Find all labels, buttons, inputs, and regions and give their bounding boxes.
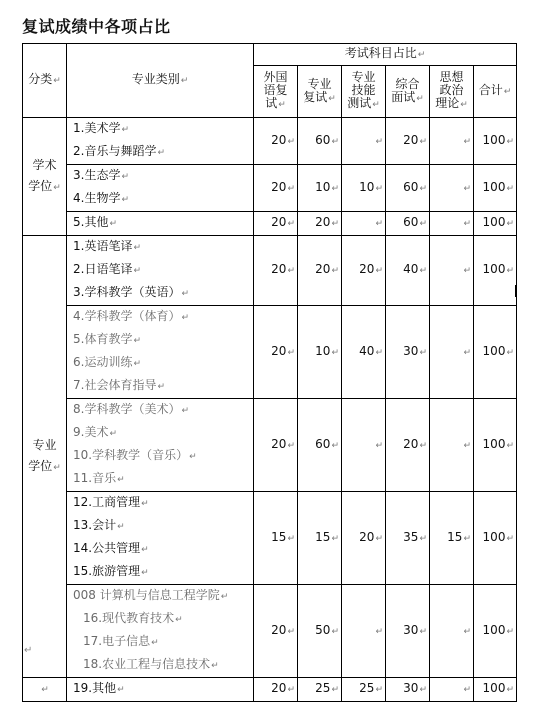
value-text: 10 [315, 343, 331, 358]
value-text: 40 [403, 262, 419, 276]
value-cell [298, 118, 342, 165]
major-list-cell [67, 678, 254, 702]
value-cell [386, 399, 430, 492]
header-subject-line: 复试↵ [303, 89, 336, 104]
paragraph-mark: ↵ [463, 183, 471, 194]
header-subject-line: 测试↵ [347, 96, 380, 110]
paragraph-mark: ↵ [133, 266, 141, 276]
major-item: 15.旅游管理↵ [73, 564, 149, 578]
value-text: 20 [271, 622, 287, 637]
paragraph-mark: ↵ [331, 626, 339, 637]
value-text: 20 [271, 132, 287, 147]
value-cell [474, 585, 517, 678]
paragraph-mark: ↵ [331, 533, 339, 544]
category-name-line: 学位↵ [28, 178, 61, 193]
value-cell [342, 399, 386, 492]
value-text: 60 [315, 132, 331, 147]
value-cell [430, 399, 474, 492]
paragraph-mark: ↵ [133, 243, 141, 253]
paragraph-mark: ↵ [375, 347, 383, 358]
paragraph-mark: ↵ [181, 313, 189, 323]
major-item: 11.音乐↵ [73, 471, 125, 485]
value-cell [430, 678, 474, 702]
major-item: 5.其他↵ [73, 215, 117, 229]
value-text: 20 [271, 436, 287, 451]
paragraph-mark: ↵ [331, 347, 339, 358]
header-subject-0 [254, 66, 298, 118]
paragraph-mark: ↵ [463, 685, 471, 695]
major-item: 008 计算机与信息工程学院↵ [73, 588, 229, 602]
major-item: 14.公共管理↵ [73, 541, 149, 555]
paragraph-mark: ↵ [220, 592, 229, 602]
header-subject-group-text: 考试科目占比 [344, 46, 417, 60]
paragraph-mark: ↵ [506, 533, 514, 544]
value-cell [474, 236, 517, 306]
paragraph-mark: ↵ [463, 136, 471, 147]
value-cell [430, 492, 474, 585]
major-item: 3.学科教学（英语）↵ [73, 285, 189, 299]
value-cell [298, 492, 342, 585]
paragraph-mark: ↵ [375, 626, 383, 637]
header-subject-line: 技能 [351, 83, 376, 97]
major-item: 5.体育教学↵ [73, 332, 141, 346]
value-cell [430, 585, 474, 678]
header-major-type [67, 44, 254, 118]
header-subject-line: 外国 [263, 70, 288, 84]
value-text: 100 [482, 681, 506, 695]
paragraph-mark: ↵ [506, 626, 514, 637]
value-cell [254, 212, 298, 236]
paragraph-mark: ↵ [506, 266, 514, 276]
paragraph-mark: ↵ [133, 359, 141, 369]
paragraph-mark: ↵ [372, 100, 380, 110]
value-cell [342, 165, 386, 212]
paragraph-mark: ↵ [117, 522, 125, 532]
paragraph-mark: ↵ [375, 685, 383, 695]
paragraph-mark: ↵ [189, 452, 197, 462]
value-text: 100 [482, 132, 506, 147]
paragraph-mark: ↵ [109, 429, 117, 439]
text-cursor [515, 285, 516, 297]
major-item: 19.其他↵ [73, 681, 125, 695]
value-cell [430, 165, 474, 212]
paragraph-mark: ↵ [416, 93, 424, 104]
value-text: 15 [315, 529, 331, 544]
paragraph-mark: ↵ [331, 136, 339, 147]
category-cell [23, 678, 67, 702]
category-name-line: 学位↵ [28, 458, 61, 473]
header-subject-5 [474, 66, 517, 118]
value-text: 20 [271, 343, 287, 358]
value-text: 100 [482, 179, 506, 194]
major-item: 3.生态学↵ [73, 168, 129, 182]
paragraph-mark: ↵ [141, 499, 149, 509]
major-item: 18.农业工程与信息技术↵ [83, 657, 219, 671]
paragraph-mark: ↵ [180, 76, 189, 86]
category-name-line: 学术 [32, 157, 57, 172]
table-row [23, 212, 517, 236]
major-list-cell [67, 212, 254, 236]
category-cell [23, 118, 67, 236]
header-subject-group [254, 44, 517, 66]
value-text: 20 [403, 132, 419, 147]
header-category [23, 44, 67, 118]
paragraph-mark: ↵ [117, 475, 125, 485]
paragraph-mark: ↵ [463, 266, 471, 276]
paragraph-mark: ↵ [121, 172, 129, 182]
paragraph-mark: ↵ [181, 406, 189, 416]
value-cell [298, 236, 342, 306]
paragraph-mark: ↵ [211, 661, 219, 671]
value-text: 25 [359, 681, 375, 695]
paragraph-mark: ↵ [328, 93, 336, 104]
value-text: 20 [271, 215, 287, 229]
paragraph-mark: ↵ [141, 568, 149, 578]
paragraph-mark: ↵ [53, 182, 61, 193]
value-cell [474, 165, 517, 212]
paragraph-mark: ↵ [460, 100, 468, 110]
paragraph-mark: ↵ [506, 685, 514, 695]
paragraph-mark: ↵ [463, 533, 471, 544]
header-subject-line: 合计↵ [478, 83, 512, 97]
paragraph-mark: ↵ [287, 266, 295, 276]
paragraph-mark: ↵ [375, 266, 383, 276]
paragraph-mark: ↵ [109, 219, 117, 229]
value-cell [254, 306, 298, 399]
paragraph-mark: ↵ [419, 136, 427, 147]
value-cell [342, 118, 386, 165]
value-cell [386, 236, 430, 306]
paragraph-mark: ↵ [287, 136, 295, 147]
value-text: 100 [482, 529, 506, 544]
value-cell [254, 165, 298, 212]
paragraph-mark: ↵ [287, 183, 295, 194]
major-list-cell [67, 118, 254, 165]
paragraph-mark: ↵ [287, 533, 295, 544]
paragraph-mark: ↵ [121, 125, 129, 135]
paragraph-mark: ↵ [53, 462, 61, 473]
value-cell [386, 118, 430, 165]
paragraph-mark: ↵ [331, 440, 339, 451]
value-cell [474, 212, 517, 236]
value-cell [298, 585, 342, 678]
paragraph-mark: ↵ [419, 685, 427, 695]
paragraph-mark: ↵ [141, 545, 149, 555]
paragraph-mark: ↵ [121, 195, 129, 205]
value-cell [474, 118, 517, 165]
major-list-cell [67, 399, 254, 492]
value-text: 60 [403, 215, 419, 229]
paragraph-mark: ↵ [463, 347, 471, 358]
paragraph-mark: ↵ [117, 685, 125, 695]
table-row [23, 236, 517, 306]
paragraph-mark: ↵ [419, 347, 427, 358]
paragraph-mark: ↵ [375, 440, 383, 451]
major-list-cell [67, 236, 254, 306]
page-title [22, 14, 171, 37]
paragraph-mark: ↵ [41, 685, 49, 695]
paragraph-mark: ↵ [287, 685, 295, 695]
table-row [23, 399, 517, 492]
major-item: 2.日语笔译↵ [73, 262, 141, 276]
category-name-line: 专业 [32, 437, 57, 452]
value-text: 30 [403, 622, 419, 637]
value-text: 50 [315, 622, 331, 637]
value-cell [386, 165, 430, 212]
paragraph-mark: ↵ [463, 440, 471, 451]
paragraph-mark: ↵ [419, 183, 427, 194]
value-cell [342, 236, 386, 306]
paragraph-mark: ↵ [287, 440, 295, 451]
value-cell [474, 492, 517, 585]
table-row [23, 492, 517, 585]
value-cell [430, 212, 474, 236]
value-cell [298, 678, 342, 702]
major-item: 1.美术学↵ [73, 121, 129, 135]
value-text: 20 [315, 215, 331, 229]
major-item: 8.学科教学（美术）↵ [73, 402, 189, 416]
paragraph-mark: ↵ [417, 50, 426, 60]
value-text: 15 [271, 529, 287, 544]
paragraph-mark: ↵ [133, 336, 141, 346]
major-item: 13.会计↵ [73, 518, 125, 532]
table-row [23, 585, 517, 678]
header-subject-line: 理论↵ [435, 96, 468, 110]
value-text: 60 [403, 179, 419, 194]
value-cell [474, 678, 517, 702]
paragraph-mark: ↵ [506, 136, 514, 147]
value-text: 100 [482, 436, 506, 451]
paragraph-mark: ↵ [463, 219, 471, 229]
value-cell [254, 492, 298, 585]
value-text: 100 [482, 215, 506, 229]
value-cell [342, 492, 386, 585]
major-item: 4.学科教学（体育）↵ [73, 309, 189, 323]
value-cell [430, 236, 474, 306]
paragraph-mark: ↵ [419, 266, 427, 276]
paragraph-mark: ↵ [375, 183, 383, 194]
paragraph-mark: ↵ [506, 347, 514, 358]
header-subject-4 [430, 66, 474, 118]
paragraph-mark: ↵ [419, 533, 427, 544]
paragraph-mark: ↵ [506, 440, 514, 451]
paragraph-mark: ↵ [151, 638, 159, 648]
paragraph-mark: ↵ [157, 382, 165, 392]
value-cell [298, 212, 342, 236]
category-name-line [23, 678, 66, 701]
value-text: 20 [271, 179, 287, 194]
value-text: 20 [271, 681, 287, 695]
value-text: 100 [482, 262, 506, 276]
value-text: 30 [403, 681, 419, 695]
major-list-cell [67, 306, 254, 399]
major-item: 6.运动训练↵ [73, 355, 141, 369]
major-item: 9.美术↵ [73, 425, 117, 439]
header-subject-line: 思想 [439, 70, 464, 84]
value-cell [430, 306, 474, 399]
value-cell [342, 306, 386, 399]
table-row [23, 118, 517, 165]
paragraph-mark: ↵ [278, 100, 286, 110]
paragraph-mark: ↵ [419, 219, 427, 229]
value-cell [474, 399, 517, 492]
value-cell [254, 236, 298, 306]
major-item: 7.社会体育指导↵ [73, 378, 165, 392]
header-subject-line: 政治 [439, 83, 464, 97]
paragraph-mark: ↵ [375, 136, 383, 147]
major-list-cell [67, 492, 254, 585]
value-cell [474, 306, 517, 399]
table-row [23, 678, 517, 702]
value-cell [298, 165, 342, 212]
value-text: 20 [403, 436, 419, 451]
value-text: 40 [359, 343, 375, 358]
paragraph-mark: ↵ [375, 219, 383, 229]
paragraph-mark: ↵ [506, 183, 514, 194]
value-cell [386, 492, 430, 585]
score-ratio-table [22, 43, 517, 702]
value-cell [254, 585, 298, 678]
value-cell [254, 399, 298, 492]
table-row [23, 306, 517, 399]
paragraph-mark: ↵ [24, 645, 33, 656]
header-subject-1 [298, 66, 342, 118]
major-item: 10.学科教学（音乐）↵ [73, 448, 197, 462]
value-cell [342, 678, 386, 702]
category-cell [23, 236, 67, 678]
header-subject-line: 试↵ [265, 96, 286, 110]
header-subject-line: 语复 [263, 83, 288, 97]
paragraph-mark: ↵ [287, 626, 295, 637]
paragraph-mark: ↵ [503, 87, 512, 97]
value-text: 35 [403, 529, 419, 544]
value-text: 30 [403, 343, 419, 358]
value-cell [430, 118, 474, 165]
value-cell [298, 306, 342, 399]
paragraph-mark: ↵ [287, 347, 295, 358]
value-text: 15 [447, 529, 463, 544]
header-major-type-text: 专业类别 [131, 72, 180, 86]
value-cell [386, 306, 430, 399]
header-subject-line: 专业 [351, 70, 376, 84]
value-cell [386, 585, 430, 678]
value-cell [386, 212, 430, 236]
header-subject-2 [342, 66, 386, 118]
paragraph-mark: ↵ [506, 219, 514, 229]
value-text: 25 [315, 681, 331, 695]
major-item: 4.生物学↵ [73, 191, 129, 205]
header-subject-line: 专业 [307, 76, 332, 91]
value-text: 10 [359, 179, 375, 194]
value-text: 100 [482, 622, 506, 637]
value-text: 100 [482, 343, 506, 358]
value-text: 20 [271, 262, 287, 276]
paragraph-mark: ↵ [157, 148, 165, 158]
value-cell [254, 678, 298, 702]
header-category-text: 分类 [28, 72, 53, 86]
header-row-group [23, 44, 517, 66]
value-cell [254, 118, 298, 165]
value-text: 20 [359, 262, 375, 276]
title-text: 复试成绩中各项占比 [22, 17, 171, 36]
paragraph-mark: ↵ [375, 533, 383, 544]
major-item: 17.电子信息↵ [83, 634, 159, 648]
value-cell [342, 212, 386, 236]
header-subject-line: 面试↵ [391, 89, 424, 104]
value-text: 20 [315, 262, 331, 276]
paragraph-mark: ↵ [419, 440, 427, 451]
header-subject-3 [386, 66, 430, 118]
value-text: 10 [315, 179, 331, 194]
major-list-cell [67, 585, 254, 678]
major-item: 12.工商管理↵ [73, 495, 149, 509]
paragraph-mark: ↵ [331, 685, 339, 695]
value-cell [342, 585, 386, 678]
paragraph-mark: ↵ [419, 626, 427, 637]
value-cell [386, 678, 430, 702]
paragraph-mark: ↵ [287, 219, 295, 229]
paragraph-mark: ↵ [331, 219, 339, 229]
paragraph-mark: ↵ [53, 76, 61, 86]
paragraph-mark: ↵ [463, 626, 471, 637]
major-item: 1.英语笔译↵ [73, 239, 141, 253]
value-text: 60 [315, 436, 331, 451]
paragraph-mark: ↵ [181, 289, 189, 299]
paragraph-mark: ↵ [175, 615, 183, 625]
major-item: 16.现代教育技术↵ [83, 611, 183, 625]
major-list-cell [67, 165, 254, 212]
value-text: 20 [359, 529, 375, 544]
header-subject-line: 综合 [395, 76, 420, 91]
major-item: 2.音乐与舞蹈学↵ [73, 144, 165, 158]
table-row [23, 165, 517, 212]
paragraph-mark: ↵ [331, 266, 339, 276]
value-cell [298, 399, 342, 492]
paragraph-mark: ↵ [331, 183, 339, 194]
